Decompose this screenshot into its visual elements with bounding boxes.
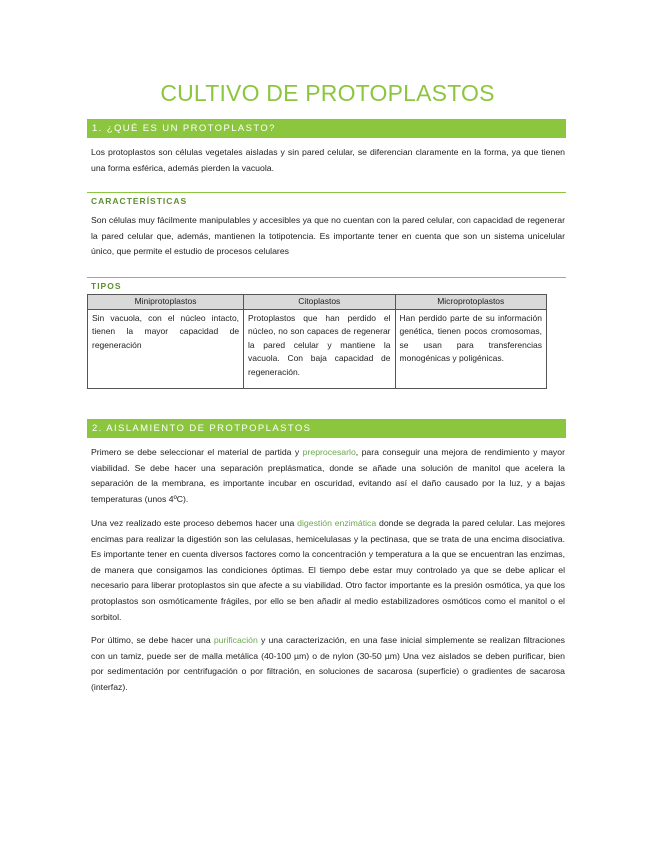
caracteristicas-heading: CARACTERÍSTICAS xyxy=(91,196,188,206)
aislamiento-paragraph-1 xyxy=(91,445,565,507)
document-title: CULTIVO DE PROTOPLASTOS xyxy=(160,80,495,106)
tipos-table xyxy=(87,294,547,389)
p1-text-before: Primero se debe seleccionar el material de partida y xyxy=(91,447,303,457)
section-1-intro: Los protoplastos son células vegetales aisladas y sin pared celular, se diferencian claramente en la forma, ya que tienen una forma esférica, además pierden la vacuola. xyxy=(91,147,565,173)
p1-text-after: , para conseguir una mejora de rendimiento y mayor viabilidad. Se debe hacer una separación preplásmatica, donde se añade una solución de manitol que acelera la separación de la membrana, es importante incubar en oscuridad, evitando así el daño causado por la luz, y a bajas temperaturas (unos 4ºC). xyxy=(91,447,565,504)
section-1-heading: 1. ¿QUÉ ES UN PROTOPLASTO? xyxy=(87,119,566,138)
table-row xyxy=(88,309,547,388)
divider-tipos xyxy=(87,277,566,278)
tipos-heading: TIPOS xyxy=(91,281,122,291)
p3-text-before: Por último, se debe hacer una xyxy=(91,635,214,645)
p1-highlight: preprocesarlo xyxy=(302,447,356,457)
p2-text-after: donde se degrada la pared celular. Las mejores encimas para realizar la digestión son las celulasas, hemicelulasas y la pectinasa, que se trata de una encima disociativa. Es importante tener en cuenta diversos factores como la concentración y temperatura a la que se encuentran las enzimas, de manera que consigamos las condiciones óptimas. El tiempo debe estar muy controlado ya que se debe aplicar el necesario para liberar protoplastos sin que afecte a su viabilidad. Otro factor importante es la presión osmótica, ya que los protoplastos son osmóticamente frágiles, por ello se ben añadir al medio estabilizadores osmóticos como el manitol o el sorbitol. xyxy=(91,518,566,622)
aislamiento-paragraph-3 xyxy=(91,633,565,695)
column-header-miniprotoplastos: Miniprotoplastos xyxy=(88,295,244,310)
table-header-row xyxy=(88,295,547,310)
p3-text-after: y una caracterización, en una fase inicial simplemente se realizan filtraciones con un tamiz, puede ser de malla metálica (40-100 µm) o de nylon (30-50 µm) Una vez aislados se deben purificar, bien por sedimentación por centrifugación o por filtración, en soluciones de sacarosa (superficie) o gradientes de sacarosa (interfaz). xyxy=(91,635,565,692)
aislamiento-paragraph-2 xyxy=(91,516,565,625)
section-2-heading: 2. AISLAMIENTO DE PROTPOPLASTOS xyxy=(87,419,566,438)
cell-citoplastos: Protoplastos que han perdido el núcleo, no son capaces de regenerar la pared celular y mantiene la vacuola. Con baja capacidad de regeneración. xyxy=(244,309,395,388)
column-header-microprotoplastos: Microprotoplastos xyxy=(395,295,546,310)
p2-text-before: Una vez realizado este proceso debemos hacer una xyxy=(91,518,298,528)
cell-microprotoplastos: Han perdido parte de su información genética, tienen pocos cromosomas, se usan para transferencias monogénicas y poligénicas. xyxy=(395,309,546,388)
column-header-citoplastos: Citoplastos xyxy=(244,295,395,310)
p2-highlight: digestión enzimática xyxy=(297,518,377,528)
p3-highlight: purificación xyxy=(213,635,258,645)
cell-miniprotoplastos: Sin vacuola, con el núcleo intacto, tienen la mayor capacidad de regeneración xyxy=(88,309,244,388)
caracteristicas-text: Son células muy fácilmente manipulables y accesibles ya que no cuentan con la pared celular, con capacidad de regenerar la pared celular que, además, mantienen la totipotencia. Es importante tener en cuenta que son un sistema unicelular único, que permite el estudio de procesos celulares xyxy=(91,215,565,257)
divider-caracteristicas xyxy=(87,192,566,193)
